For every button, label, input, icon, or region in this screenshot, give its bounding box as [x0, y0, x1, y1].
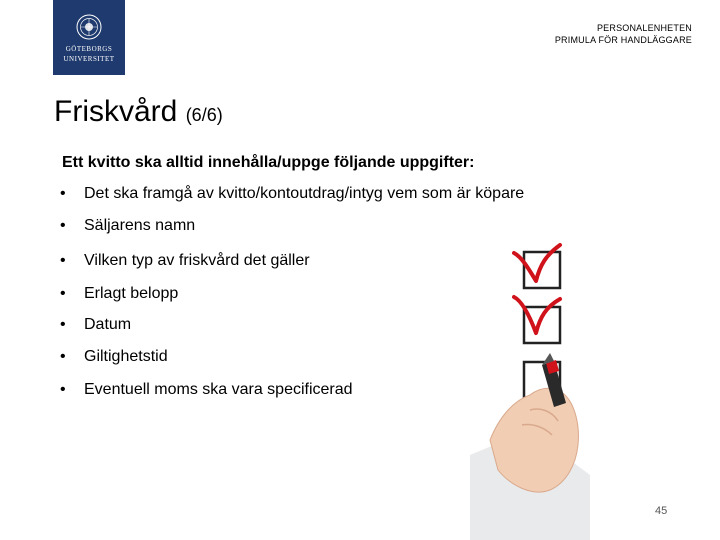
- university-seal-icon: [76, 14, 102, 40]
- checklist-hand-illustration: [470, 235, 720, 540]
- slide-title-main: Friskvård: [54, 95, 178, 128]
- list-item-text: Erlagt belopp: [84, 285, 179, 302]
- checkbox-icon: [524, 307, 560, 343]
- list-item-text: Giltighetstid: [84, 348, 168, 365]
- list-item: [60, 283, 178, 305]
- list-item-text: Eventuell moms ska vara specificerad: [84, 381, 353, 398]
- header: [555, 22, 692, 46]
- list-item-text: Det ska framgå av kvitto/kontoutdrag/intyg vem som är köpare: [84, 185, 525, 202]
- hand-icon: [490, 388, 578, 492]
- list-item-text: Säljarens namn: [84, 217, 196, 234]
- logo-text-line2: UNIVERSITET: [63, 55, 115, 63]
- university-logo: [53, 0, 125, 75]
- list-item: [60, 183, 524, 205]
- header-line2: PRIMULA FÖR HANDLÄGGARE: [554, 35, 692, 45]
- list-item-text: Datum: [84, 316, 132, 333]
- intro-text: Ett kvitto ska alltid innehålla/uppge följande uppgifter:: [62, 154, 475, 171]
- bullet: •: [60, 285, 66, 302]
- header-line1: PERSONALENHETEN: [596, 23, 692, 33]
- logo-text-line1: GÖTEBORGS: [65, 45, 113, 53]
- bullet: •: [60, 316, 66, 333]
- page-number: 45: [655, 505, 668, 517]
- list-item: [60, 215, 195, 237]
- list-item-text: Vilken typ av friskvård det gäller: [84, 252, 310, 269]
- list-item: [60, 250, 310, 272]
- list-item: [60, 314, 131, 336]
- slide-title-sub: (6/6): [185, 105, 223, 125]
- list-item: [60, 346, 168, 368]
- bullet: •: [60, 348, 66, 365]
- slide-title: [54, 92, 223, 135]
- list-item: [60, 379, 353, 401]
- bullet: •: [60, 185, 66, 202]
- bullet: •: [60, 381, 66, 398]
- bullet: •: [60, 217, 66, 234]
- bullet: •: [60, 252, 66, 269]
